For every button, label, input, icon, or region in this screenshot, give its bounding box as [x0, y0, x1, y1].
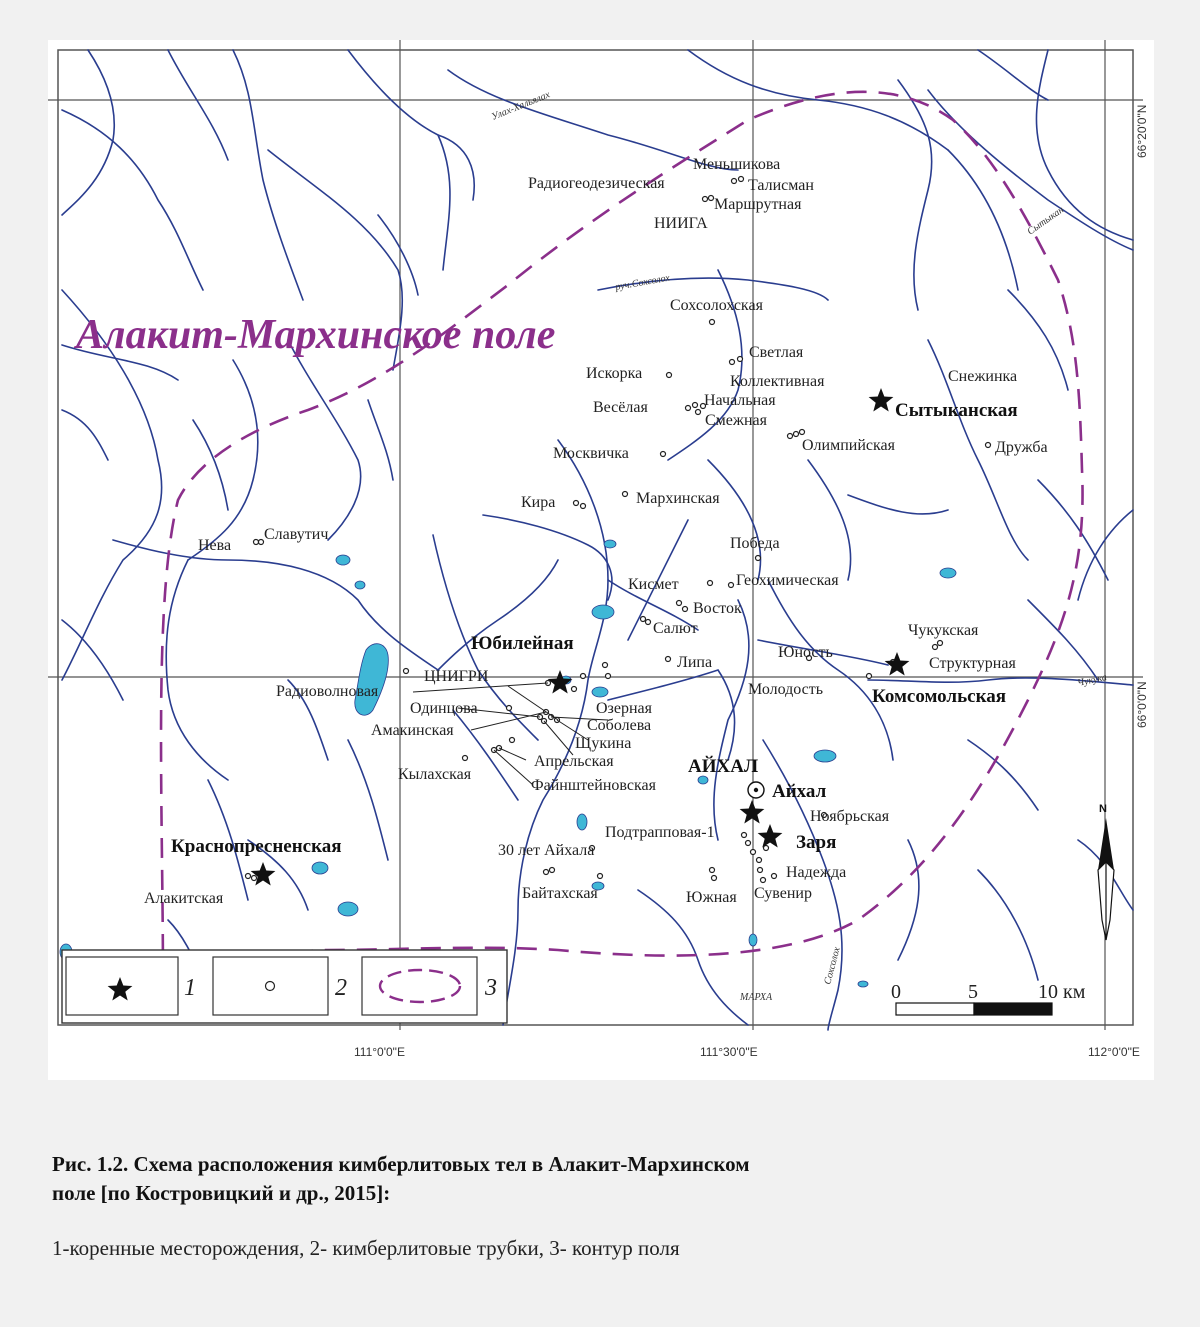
river-label-sytykan: Сытыкан: [1025, 204, 1066, 238]
pipe-label: Москвичка: [553, 445, 629, 462]
pipe-label: Снежинка: [948, 368, 1018, 385]
pipe-label: Мархинская: [636, 490, 720, 507]
river-label-ulakh: Улах-Хальялах: [490, 89, 552, 123]
river-label-sokhsolokh: Сохсолох: [822, 945, 843, 986]
pipe-label: Смежная: [705, 412, 767, 429]
pipe-label: Сувенир: [754, 885, 812, 902]
deposit-label-yubileinaya: Юбилейная: [471, 633, 574, 654]
pipe-label: Апрельская: [534, 753, 614, 770]
pipe-label: Коллективная: [730, 373, 825, 390]
legend-number-1: 1: [184, 975, 196, 1001]
pipe-label: Структурная: [929, 655, 1016, 672]
scale-segment-white: [896, 1003, 974, 1015]
pipe-label: Алакитская: [144, 890, 224, 907]
caption-title-line-1: Рис. 1.2. Схема расположения кимберлитовых тел в Алакит-Мархинском: [52, 1152, 750, 1176]
pipe-label: Светлая: [749, 344, 804, 361]
map-canvas: [48, 40, 1154, 1080]
pipe-label: Победа: [730, 535, 780, 552]
pipe-label: Файнштейновская: [531, 777, 656, 794]
pipe-label: Нева: [198, 537, 232, 554]
deposit-label-aikhal: Айхал: [772, 781, 827, 802]
pipe-label: Ноябрьская: [810, 808, 890, 825]
lat-label-66-00: 66°0'0"N: [1135, 681, 1149, 728]
settlement-label-aikhal: АЙХАЛ: [688, 756, 759, 777]
deposit-label-sytykanskaya: Сытыканская: [895, 400, 1018, 421]
caption-title: [52, 1150, 1152, 1208]
pipe-label: Кисмет: [628, 576, 679, 593]
lon-label-112-00: 112°0'0"E: [1088, 1045, 1140, 1059]
pipe-label: Маршрутная: [714, 196, 802, 213]
figure-caption: [52, 1150, 1152, 1261]
caption-legend: 1-коренные месторождения, 2- кимберлитовые трубки, 3- контур поля: [52, 1236, 680, 1260]
pipe-label: Дружба: [995, 439, 1048, 456]
caption-title-line-2: поле [по Костровицкий и др., 2015]:: [52, 1181, 391, 1205]
pipe-label: Липа: [677, 654, 713, 671]
pipe-label: Салют: [653, 620, 698, 637]
pipe-label: Кылахская: [398, 766, 472, 783]
scale-tick-0: 0: [891, 981, 901, 1003]
lat-label-66-20: 66°20'0"N: [1135, 104, 1149, 158]
legend-circle-icon: [266, 982, 275, 991]
river-label-chukuka: Чукука: [1076, 671, 1108, 689]
legend-number-3: 3: [485, 975, 497, 1001]
field-title: Алакит-Мархинское поле: [76, 312, 556, 358]
pipe-label: ЦНИГРИ: [424, 668, 489, 685]
pipe-label: Чукукская: [908, 622, 979, 639]
river-label-markha: МАРХА: [740, 992, 773, 1003]
pipe-label: НИИГА: [654, 215, 708, 232]
legend-number-2: 2: [335, 975, 347, 1001]
pipe-label: Восток: [693, 600, 742, 617]
pipe-label: Радиогеодезическая: [528, 175, 665, 192]
scale-tick-5: 5: [968, 981, 978, 1003]
pipe-label: Олимпийская: [802, 437, 896, 454]
pipe-label: Кира: [521, 494, 556, 511]
pipe-label: Весёлая: [593, 399, 648, 416]
pipe-label: Южная: [686, 889, 737, 906]
pipe-label: Геохимическая: [736, 572, 839, 589]
pipe-label: Подтрапповая-1: [605, 824, 715, 841]
deposit-label-krasnopresnenskaya: Краснопресненская: [171, 836, 342, 857]
map-panel: [48, 40, 1154, 1080]
pipe-label: Радиоволновая: [276, 683, 379, 700]
pipe-label: Надежда: [786, 864, 847, 881]
pipe-label: Щукина: [575, 735, 632, 752]
pipe-label: Сохсолохская: [670, 297, 763, 314]
pipe-label: Искорка: [586, 365, 643, 382]
deposit-label-komsomolskaya: Комсомольская: [872, 686, 1007, 707]
pipe-label: 30 лет Айхала: [498, 842, 595, 859]
lon-label-111-00: 111°0'0"E: [354, 1045, 405, 1059]
map-legend: [62, 950, 507, 1023]
deposit-label-zarya: Заря: [796, 832, 837, 853]
pipe-label: Байтахская: [522, 885, 598, 902]
pipe-label: Меньшикова: [693, 156, 781, 173]
settlement-marker-dot: [754, 788, 758, 792]
north-label: N: [1099, 803, 1107, 815]
scale-segment-black: [974, 1003, 1052, 1015]
pipe-label: Амакинская: [371, 722, 454, 739]
pipe-label: Озерная: [596, 700, 652, 717]
lon-label-111-30: 111°30'0"E: [700, 1045, 758, 1059]
pipe-label: Юность: [778, 644, 833, 661]
pipe-label: Молодость: [748, 681, 824, 698]
scale-tick-10: 10 км: [1038, 981, 1086, 1003]
pipe-label: Одинцова: [410, 700, 478, 717]
pipe-label: Талисман: [748, 177, 814, 194]
pipe-label: Соболева: [587, 717, 652, 734]
pipe-label: Начальная: [704, 392, 776, 409]
river-label-sokhsolokh-creek: руч.Сохсолох: [614, 272, 671, 293]
pipe-label: Славутич: [264, 526, 329, 543]
